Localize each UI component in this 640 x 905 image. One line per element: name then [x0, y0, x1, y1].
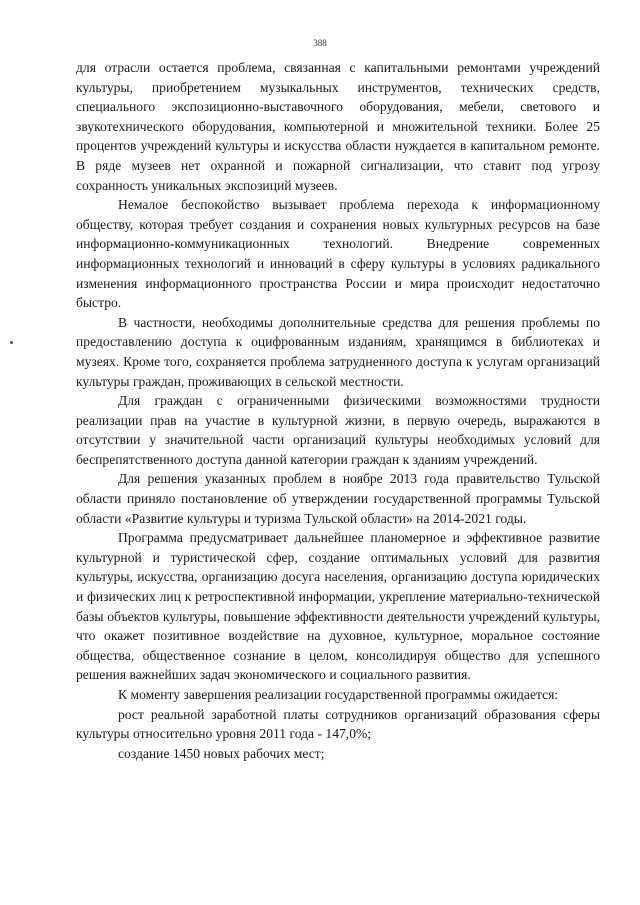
paragraph-expected-results: К моменту завершения реализации государственной программы ожидается:: [118, 687, 559, 702]
list-item-salary-growth: рост реальной заработной платы сотрудников организаций образования сферы культуры относительно уровня 2011 года - 147,0%;: [76, 706, 600, 742]
page-number: 388: [313, 38, 327, 48]
paragraph-digitized-access: В частности, необходимы дополнительные средства для решения проблемы по предоставлению доступа к оцифрованным изданиям, хранящимся в библиотеках и музеях. Кроме того, сохраняется проблема затрудненного доступа к услугам организаций культуры граждан, проживающих в сельской местности.: [76, 314, 600, 389]
document-body: [76, 58, 600, 763]
paragraph-continuation: для отрасли остается проблема, связанная с капитальными ремонтами учреждений культуры, приобретением музыкальных инструментов, технических средств, специального экспозиционно-выставочного оборудования, мебели, светового и звукотехнического оборудования, компьютерной и множительной техники. Более 25 процентов учреждений культуры и искусства области нуждается в капитальном ремонте. В ряде музеев нет охранной и пожарной сигнализации, что ставит под угрозу сохранность уникальных экспозиций музеев.: [76, 60, 600, 193]
list-item-new-jobs: создание 1450 новых рабочих мест;: [118, 745, 325, 761]
paragraph-disabilities: Для граждан с ограниченными физическими возможностями трудности реализации прав на участие в культурной жизни, в первую очередь, выражаются в отсутствии у значительной части организаций культуры необходимых условий для беспрепятственного доступа данной категории граждан к зданиям учреждений.: [76, 393, 600, 467]
paragraph-program-adoption: Для решения указанных проблем в ноябре 2013 года правительство Тульской области приняло постановление об утверждении государственной программы Тульской области «Развитие культуры и туризма Тульской области» на 2014-2021 годы.: [76, 471, 600, 526]
margin-mark: [10, 341, 13, 344]
paragraph-program-goals: Программа предусматривает дальнейшее планомерное и эффективное развитие культурной и туристической сфер, создание оптимальных условий для развития культуры, искусства, организацию досуга населения, организацию доступа юридических и физических лиц к ретроспективной информации, укрепление материально-технической базы объектов культуры, повышение эффективности деятельности учреждений культуры, что окажет позитивное воздействие на духовное, культурное, моральное состояние общества, общественное сознание в целом, консолидируя общество для успешного решения важнейших задач экономического и социального развития.: [76, 530, 600, 683]
paragraph-information-society: Немалое беспокойство вызывает проблема перехода к информационному обществу, которая требует создания и сохранения новых культурных ресурсов на базе информационно-коммуникационных технологий. Внедрение современных информационных технологий и инноваций в сферу культуры в условиях радикального изменения информационного пространства России и мира происходит недостаточно быстро.: [76, 197, 600, 311]
